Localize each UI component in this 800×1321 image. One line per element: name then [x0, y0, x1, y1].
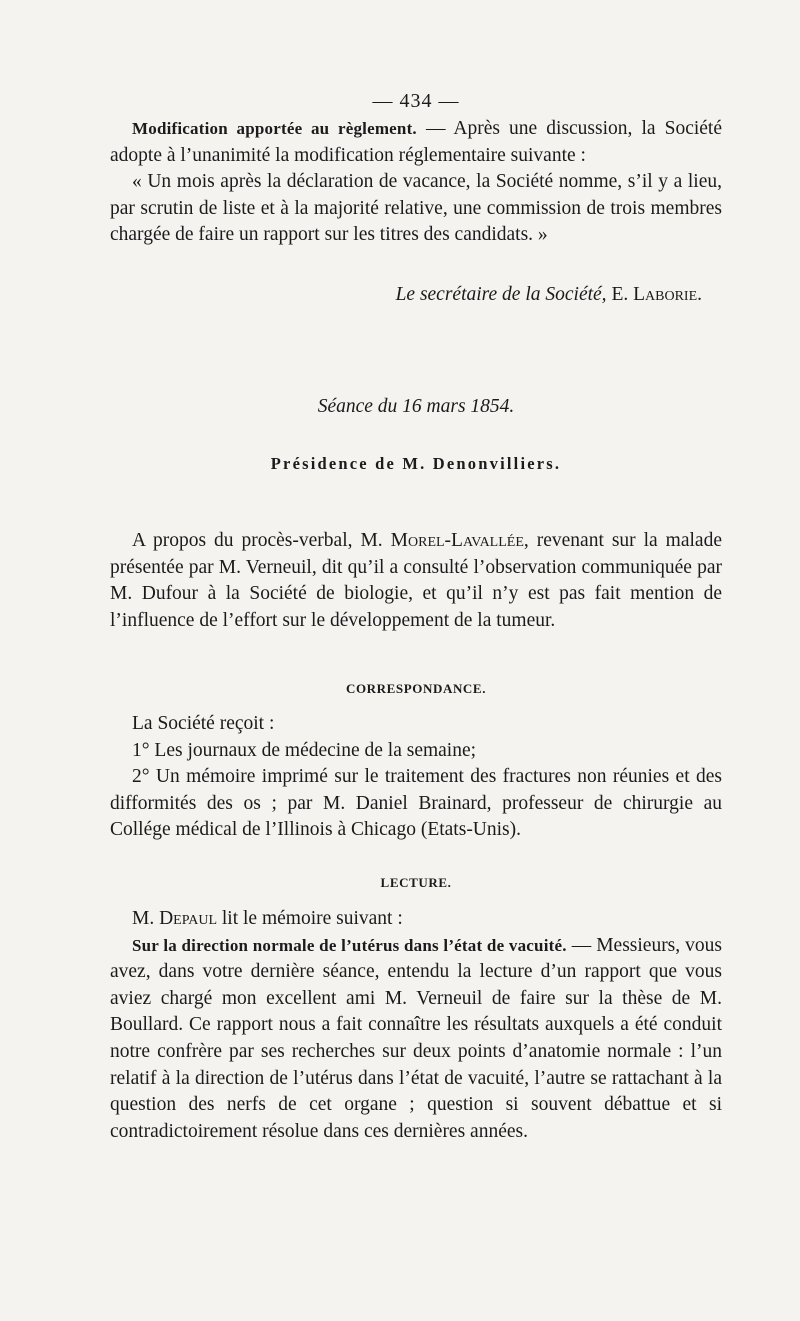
seance-heading: Séance du 16 mars 1854.: [317, 396, 515, 417]
person-name: Depaul: [159, 908, 218, 929]
correspondance-heading: CORRESPONDANCE.: [345, 681, 487, 696]
memoire-block: [110, 906, 722, 1145]
presidence-heading: Présidence de M. Denonvilliers.: [270, 454, 562, 473]
paragraph-text: — Après une discussion, la Société adopte à l’unanimité la modification réglementaire suivante :: [110, 118, 722, 166]
signature-title: Le secrétaire de la Société,: [395, 284, 607, 305]
paragraph-text: lit le mémoire suivant :: [217, 908, 403, 929]
lecture-heading: LECTURE.: [380, 875, 452, 890]
correspondance-item: 2° Un mémoire imprimé sur le traitement des fractures non réunies et des difformités des os ; par M. Daniel Brainard, professeur de chirurgie au Collége médical de l’Illinois à Chicago (Etats-Unis).: [110, 766, 722, 841]
document-page: [110, 0, 722, 1321]
correspondance-item: 1° Les journaux de médecine de la semaine;: [132, 739, 477, 761]
paragraph-text: M.: [132, 908, 160, 929]
signature: [396, 284, 702, 306]
section-lead-reglement: Modification apportée au règlement.: [132, 119, 417, 138]
paragraph-text: A propos du procès-verbal, M.: [132, 530, 391, 551]
paragraph-proces-verbal: [110, 528, 722, 634]
section-lead-memoire: Sur la direction normale de l’utérus dans l’état de vacuité.: [132, 935, 567, 955]
correspondance-intro: La Société reçoit :: [132, 713, 275, 734]
paragraph-quote: « Un mois après la déclaration de vacance, la Société nomme, s’il y a lieu, par scrutin de liste et à la majorité relative, une commission de trois membres chargée de faire un rapport sur les titres des candidats. »: [110, 171, 722, 246]
person-name: Morel-Lavallée: [390, 530, 524, 551]
page-number: — 434 —: [372, 90, 460, 112]
paragraph-text: — Messieurs, vous avez, dans votre dernière séance, entendu la lecture d’un rapport que vous aviez chargé mon excellent ami M. Verneuil de faire sur la thèse de M. Boullard. Ce rapport nous a fait connaître les résultats auxquels a été conduit notre confrère par ses recherches sur deux points d’anatomie normale : l’un relatif à la direction de l’utérus dans l’état de vacuité, l’autre se rattachant à la question des nerfs de cet organe ; question si souvent débattue et si contradictoirement résolue dans ces dernières années.: [110, 934, 722, 1142]
correspondance-block: [110, 711, 722, 844]
paragraph-reglement: [110, 116, 722, 249]
paragraph-text: , revenant sur la malade présentée par M. Verneuil, dit qu’il a consulté l’observation communiquée par M. Dufour à la Société de biologie, et qu’il n’y est pas fait mention de l’influence de l’effort sur le développement de la tumeur.: [110, 530, 722, 631]
signature-name: E. Laborie.: [611, 284, 702, 305]
